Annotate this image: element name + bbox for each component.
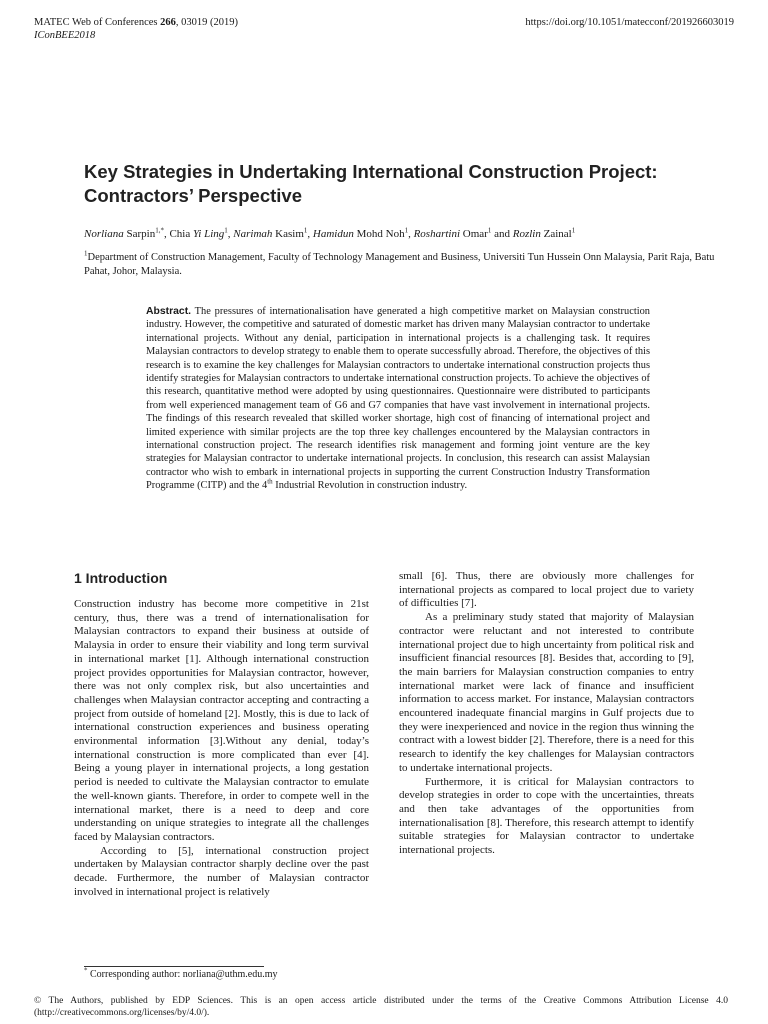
footnote-rule xyxy=(84,966,264,967)
affiliation-text: Department of Construction Management, Faculty of Technology Management and Business, Universiti Tun Hussein Onn Malaysia, Parit Raja, Batu Pahat, Johor, Malaysia. xyxy=(84,252,715,277)
author-last: Kasim xyxy=(275,228,304,240)
author-sup: 1 xyxy=(571,226,576,235)
author-first: Rozlin xyxy=(512,228,541,240)
journal-name: MATEC Web of Conferences xyxy=(34,17,158,28)
section-heading: 1 Introduction xyxy=(74,570,168,586)
author-last: Omar xyxy=(462,228,488,240)
author-first: Roshartini xyxy=(413,228,461,240)
paragraph: According to [5], international construction project undertaken by Malaysian contractor sharply decline over the past decade. Furthermore, the number of Malaysian contractor involved in international project is relatively xyxy=(74,844,369,898)
volume-number: 266 xyxy=(160,17,176,28)
abstract xyxy=(146,305,650,493)
author-first: Chia xyxy=(169,228,191,240)
abstract-tail: Industrial Revolution in construction industry. xyxy=(272,480,468,492)
author-last: Zainal xyxy=(543,228,572,240)
author-first: Norliana xyxy=(84,228,124,240)
footnote xyxy=(84,968,278,981)
author-sep: , xyxy=(307,228,313,240)
abstract-sup: th xyxy=(267,477,273,486)
author-sup: 1 xyxy=(303,226,308,235)
author-list xyxy=(84,227,728,241)
paragraph: small [6]. Thus, there are obviously more challenges for international projects as compared to local project due to variety of difficulties [7]. xyxy=(399,570,694,610)
license-footer: © The Authors, published by EDP Sciences. This is an open access article distributed under the terms of the Creative Commons Attribution License 4.0 (http://creativecommons.org/licenses/by/4.0/). xyxy=(34,996,728,1018)
footnote-text: Corresponding author: norliana@uthm.edu.my xyxy=(90,969,278,980)
author-sep: , xyxy=(408,228,414,240)
header-left xyxy=(34,16,238,42)
author-sep: , xyxy=(227,228,234,240)
affiliation-sup: 1 xyxy=(84,249,88,258)
author-sup: 1,* xyxy=(155,226,164,235)
author-first: Narimah xyxy=(233,228,273,240)
abstract-label: Abstract. xyxy=(146,306,192,317)
footnote-mark: * xyxy=(84,966,88,975)
doi-link[interactable]: https://doi.org/10.1051/matecconf/201926603019 xyxy=(525,17,734,28)
left-column xyxy=(74,570,369,899)
author-last: Mohd Noh xyxy=(356,228,405,240)
affiliation xyxy=(84,251,728,278)
paragraph: Construction industry has become more competitive in 21st century, thus, there was a trend of internationalisation for Malaysian contractors to expand their business at outside of Malaysia in order to ensure their viability and long term survival in international market [1]. Although international construction project provides opportunities for Malaysian contractor, however, there was not only complex risk, but also uncertainties and challenges when Malaysian contractor accepting and contracting a project from outside of homeland [2]. Mostly, this is due to lack of international construction experiences and business operating environmental information [3].Without any denial, today’s international construction is more complicated than ever [4]. Being a young player in international projects, a long gestation period is needed to cultivate the Malaysian contractor to emulate the well-known giants. Therefore, in order to compete well in the international market, there is a need to deep and core understanding on unique strategies to integrate all the challenges faced by Malaysian contractors. xyxy=(74,598,369,843)
author-sup: 1 xyxy=(404,226,409,235)
author-sep: , xyxy=(163,228,170,240)
author-sep: and xyxy=(491,228,513,240)
paragraph: As a preliminary study stated that majority of Malaysian contractor were reluctant and not interested to contribute international project due to high uncertainty from political risk and insufficient financial resources [8]. Besides that, according to [9], the main barriers for Malaysian construction companies to entry international market were lack of finance and insufficient information to access market. For instance, Malaysian contractors encountered inadequate financial margins in Gulf projects due to they were inexperienced and novice in the region thus winning the contract with a lowest bidder [2]. Therefore, there is a need for this research to identify the key challenges for Malaysian contractors to undertake international projects. xyxy=(399,611,694,774)
author-last: Sarpin xyxy=(126,228,156,240)
right-column xyxy=(399,570,694,858)
conference-name: IConBEE2018 xyxy=(34,30,96,41)
author-last: Yi Ling xyxy=(193,228,225,240)
article-number: , 03019 (2019) xyxy=(175,17,238,28)
paragraph: Furthermore, it is critical for Malaysian contractors to develop strategies in order to cope with the uncertainties, threats and then take advantages of the opportunities from internationalisation [8]. Therefore, this research attempt to identify suitable strategies for Malaysian contractor to undertake international projects. xyxy=(399,775,694,857)
author-first: Hamidun xyxy=(312,228,354,240)
title-line-1: Key Strategies in Undertaking International Construction Project: xyxy=(84,161,658,182)
author-sup: 1 xyxy=(224,226,228,235)
title-line-2: Contractors’ Perspective xyxy=(84,185,302,206)
abstract-text: The pressures of internationalisation have generated a high competitive market on Malaysian construction industry. However, the competitive and saturated of domestic market has driven many Malaysian contractor to undertake international projects. Without any denial, participation in international projects is a challenging task. It requires Malaysian contractors to develop strategy to enable them to operate successfully abroad. Therefore, the objectives of this research is to examine the key challenges for Malaysian contractors to undertake international construction projects thus identify strategies for Malaysian contractors to undertake international construction projects. To achieve the objectives of this research, quantitative method were adopted by using questionnaires. Questionnaire were distributed to participants from well experienced management team of G6 and G7 companies that have vast involvement in international projects. The findings of this research revealed that skilled worker shortage, high cost of financing of international project and limited experience with similar projects are the top three key challenges encountered by the Malaysian contractors in international construction project. The research identifies risk management and forming joint venture are the key strategies for Malaysian contractor to undertake international projects. In conclusion, this research can assist Malaysian contractor who wish to embark in international projects in supporting the current Construction Industry Transformation Programme (CITP) and the 4 xyxy=(146,306,650,492)
paper-title xyxy=(84,160,728,208)
author-sup: 1 xyxy=(487,226,492,235)
